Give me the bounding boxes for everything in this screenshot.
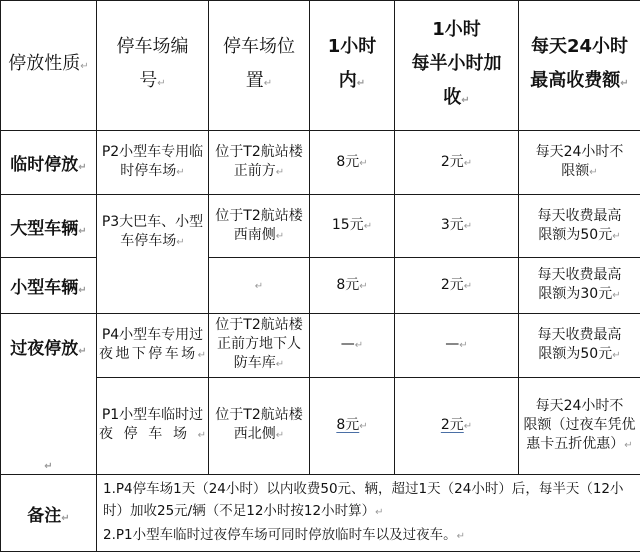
location-cell: 位于T2航站楼西北侧↵	[209, 377, 310, 474]
lot-cell: P3大巴车、小型车停车场↵	[97, 195, 209, 314]
table-row	[1, 314, 640, 378]
header-daily-max: 每天24小时 最高收费额↵	[519, 1, 640, 131]
notes-text: 1.P4停车场1天（24小时）以内收费50元、辆，超过1天（24小时）后，每半天（12小时）加收25元/辆（不足12小时按12小时算）↵ 2.P1小型车临时过夜停车场可同时停放临时车以及过夜车。↵	[97, 475, 640, 552]
half-hour-cell: 3元↵	[395, 195, 519, 258]
location-cell: 位于T2航站楼西南侧↵	[209, 195, 310, 258]
first-hour-cell: 8元↵	[310, 258, 395, 314]
header-per-half-hour: 1小时 每半小时加 收↵	[395, 1, 519, 131]
half-hour-cell: —↵	[395, 314, 519, 378]
header-lot-number: 停车场编 号↵	[97, 1, 209, 131]
notes-label: 备注↵	[1, 475, 97, 552]
category-cell: 临时停放↵	[1, 131, 97, 195]
lot-cell: P4小型车专用过夜地下停车场↵	[97, 314, 209, 378]
first-hour-cell: —↵	[310, 314, 395, 378]
daily-max-cell: 每天收费最高 限额为30元↵	[519, 258, 640, 314]
header-parking-type: 停放性质↵	[1, 1, 97, 131]
table-row	[1, 258, 640, 314]
table-row	[1, 195, 640, 258]
location-cell: 位于T2航站楼正前方↵	[209, 131, 310, 195]
header-location: 停车场位 置↵	[209, 1, 310, 131]
location-cell: ↵	[209, 258, 310, 314]
first-hour-cell: 15元↵	[310, 195, 395, 258]
location-cell: 位于T2航站楼正前方地下人防车库↵	[209, 314, 310, 378]
category-cell: 过夜停放↵ ↵	[1, 314, 97, 475]
first-hour-cell: 8元↵	[310, 377, 395, 474]
header-first-hour: 1小时 内↵	[310, 1, 395, 131]
daily-max-cell: 每天收费最高 限额为50元↵	[519, 314, 640, 378]
half-hour-cell: 2元↵	[395, 377, 519, 474]
category-cell: 小型车辆↵	[1, 258, 97, 314]
daily-max-cell: 每天收费最高 限额为50元↵	[519, 195, 640, 258]
category-cell: 大型车辆↵	[1, 195, 97, 258]
half-hour-cell: 2元↵	[395, 131, 519, 195]
lot-cell: P2小型车专用临时停车场↵	[97, 131, 209, 195]
table-row	[1, 131, 640, 195]
daily-max-cell: 每天24小时不 限额↵	[519, 131, 640, 195]
half-hour-cell: 2元↵	[395, 258, 519, 314]
daily-max-cell: 每天24小时不 限额（过夜车凭优惠卡五折优惠）↵	[519, 377, 640, 474]
lot-cell: P1小型车临时过夜停车场↵	[97, 377, 209, 474]
table-row	[1, 377, 640, 474]
first-hour-cell: 8元↵	[310, 131, 395, 195]
header-row	[1, 1, 640, 131]
notes-row	[1, 475, 640, 552]
